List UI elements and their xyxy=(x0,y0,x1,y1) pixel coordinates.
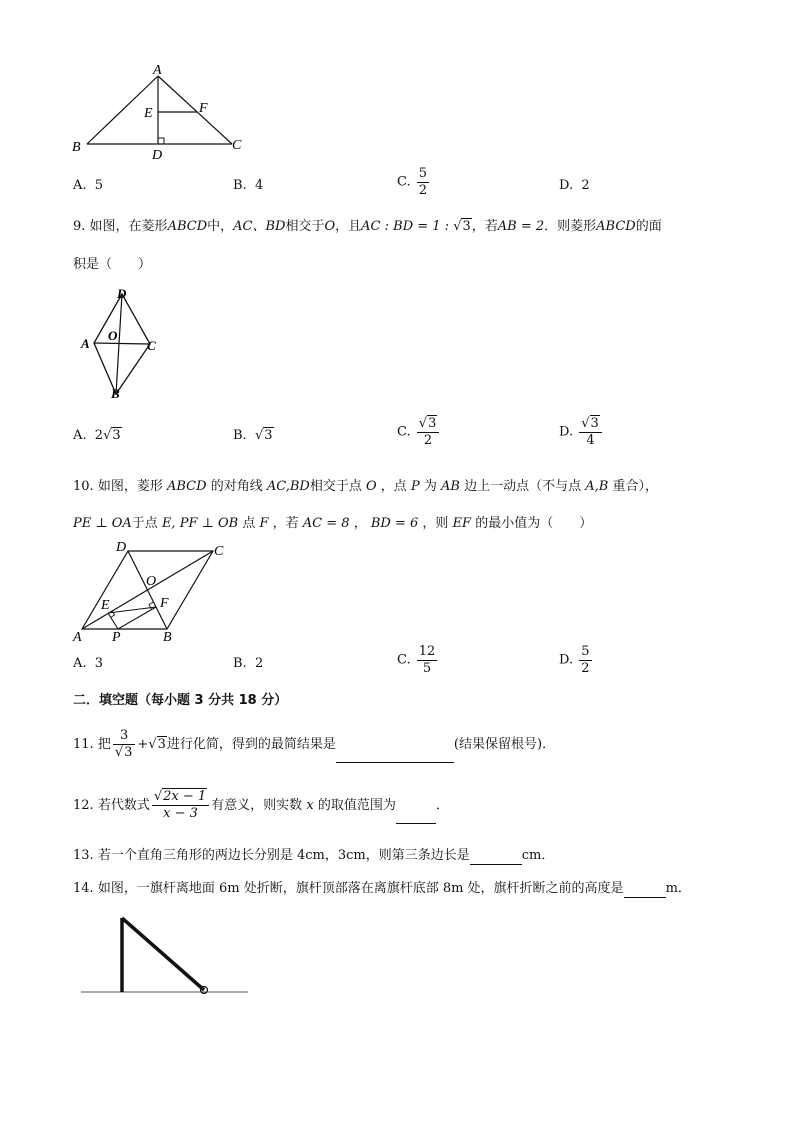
label-E: E xyxy=(101,598,110,613)
label-O: O xyxy=(146,574,157,589)
q9-question-line1: 9. 如图，在菱形ABCD中，AC、BD相交于O，且AC : BD = 1 : √3，若AB = 2．则菱形ABCD的面 xyxy=(73,219,662,234)
label-P: P xyxy=(112,630,121,645)
q10-option-b[interactable]: B. 2 xyxy=(233,656,264,671)
q10-option-c[interactable]: C. $\frac{12}{5}$ xyxy=(397,644,436,676)
q11-question: 11. 把 $\frac{3}{√3}$ +√3进行化简，得到的最简结果是 (结果保留根号)． xyxy=(73,727,555,763)
q10-option-a[interactable]: A. 3 xyxy=(73,656,104,671)
q9-question-line2: 积是（ ） xyxy=(73,257,152,272)
q14-answer-blank[interactable] xyxy=(624,881,666,898)
label-O: O xyxy=(108,328,118,343)
q10-rhombus-figure xyxy=(68,537,238,645)
q10-option-d[interactable]: D. $\frac{5}{2}$ xyxy=(559,644,590,676)
label-C: C xyxy=(232,138,242,153)
q9-option-b[interactable]: B. √3 xyxy=(233,428,273,443)
label-D: D xyxy=(116,540,127,555)
q12-answer-blank[interactable] xyxy=(396,801,436,824)
label-C: C xyxy=(214,544,224,559)
q9-option-d[interactable]: D. $\frac{√3}{4}$ xyxy=(559,416,604,449)
label-B: B xyxy=(72,140,81,155)
label-D: D xyxy=(117,286,127,301)
label-A: A xyxy=(153,63,162,78)
q8-option-a[interactable]: A. 5 xyxy=(73,178,104,193)
label-B: B xyxy=(163,630,172,645)
label-A: A xyxy=(81,336,90,351)
section-title-fill-in: 二．填空题（每小题 3 分共 18 分） xyxy=(73,693,288,708)
q11-answer-blank[interactable] xyxy=(336,740,454,763)
q14-question: 14. 如图，一旗杆离地面 6m 处折断，旗杆顶部落在离旗杆底部 8m 处，旗杆折断之前的高度是 m． xyxy=(73,881,691,896)
q10-question-line2: PE ⊥ OA于点 E, PF ⊥ OB 点 F ，若 AC = 8 ， BD = 6 ，则 EF 的最小值为（ ） xyxy=(73,516,593,531)
q9-option-c[interactable]: C. $\frac{√3}{2}$ xyxy=(397,416,441,449)
label-B: B xyxy=(111,386,120,401)
q9-rhombus-figure xyxy=(78,284,173,402)
q8-option-d[interactable]: D. 2 xyxy=(559,178,590,193)
q8-option-c[interactable]: C. $\frac{5}{2}$ xyxy=(397,166,428,198)
q14-flagpole-figure xyxy=(78,910,253,1000)
q9-option-a[interactable]: A. 2√3 xyxy=(73,428,121,443)
q13-question: 13. 若一个直角三角形的两边长分别是 4cm，3cm，则第三条边长是 cm． xyxy=(73,848,555,863)
label-D: D xyxy=(152,148,163,163)
label-F: F xyxy=(199,101,208,116)
label-A: A xyxy=(73,630,82,645)
q8-triangle-figure xyxy=(66,60,256,165)
q12-question: 12. 若代数式 $\frac{√2x - 1}{x - 3}$ 有意义，则实数 x 的取值范围为 ． xyxy=(73,788,449,824)
q8-option-b[interactable]: B. 4 xyxy=(233,178,264,193)
label-F: F xyxy=(160,596,169,611)
q13-answer-blank[interactable] xyxy=(470,848,522,865)
label-E: E xyxy=(144,106,153,121)
q10-question-line1: 10. 如图，菱形 ABCD 的对角线 AC,BD相交于点 O ，点 P 为 AB 边上一动点（不与点 A,B 重合）， xyxy=(73,479,658,494)
label-C: C xyxy=(147,338,156,353)
